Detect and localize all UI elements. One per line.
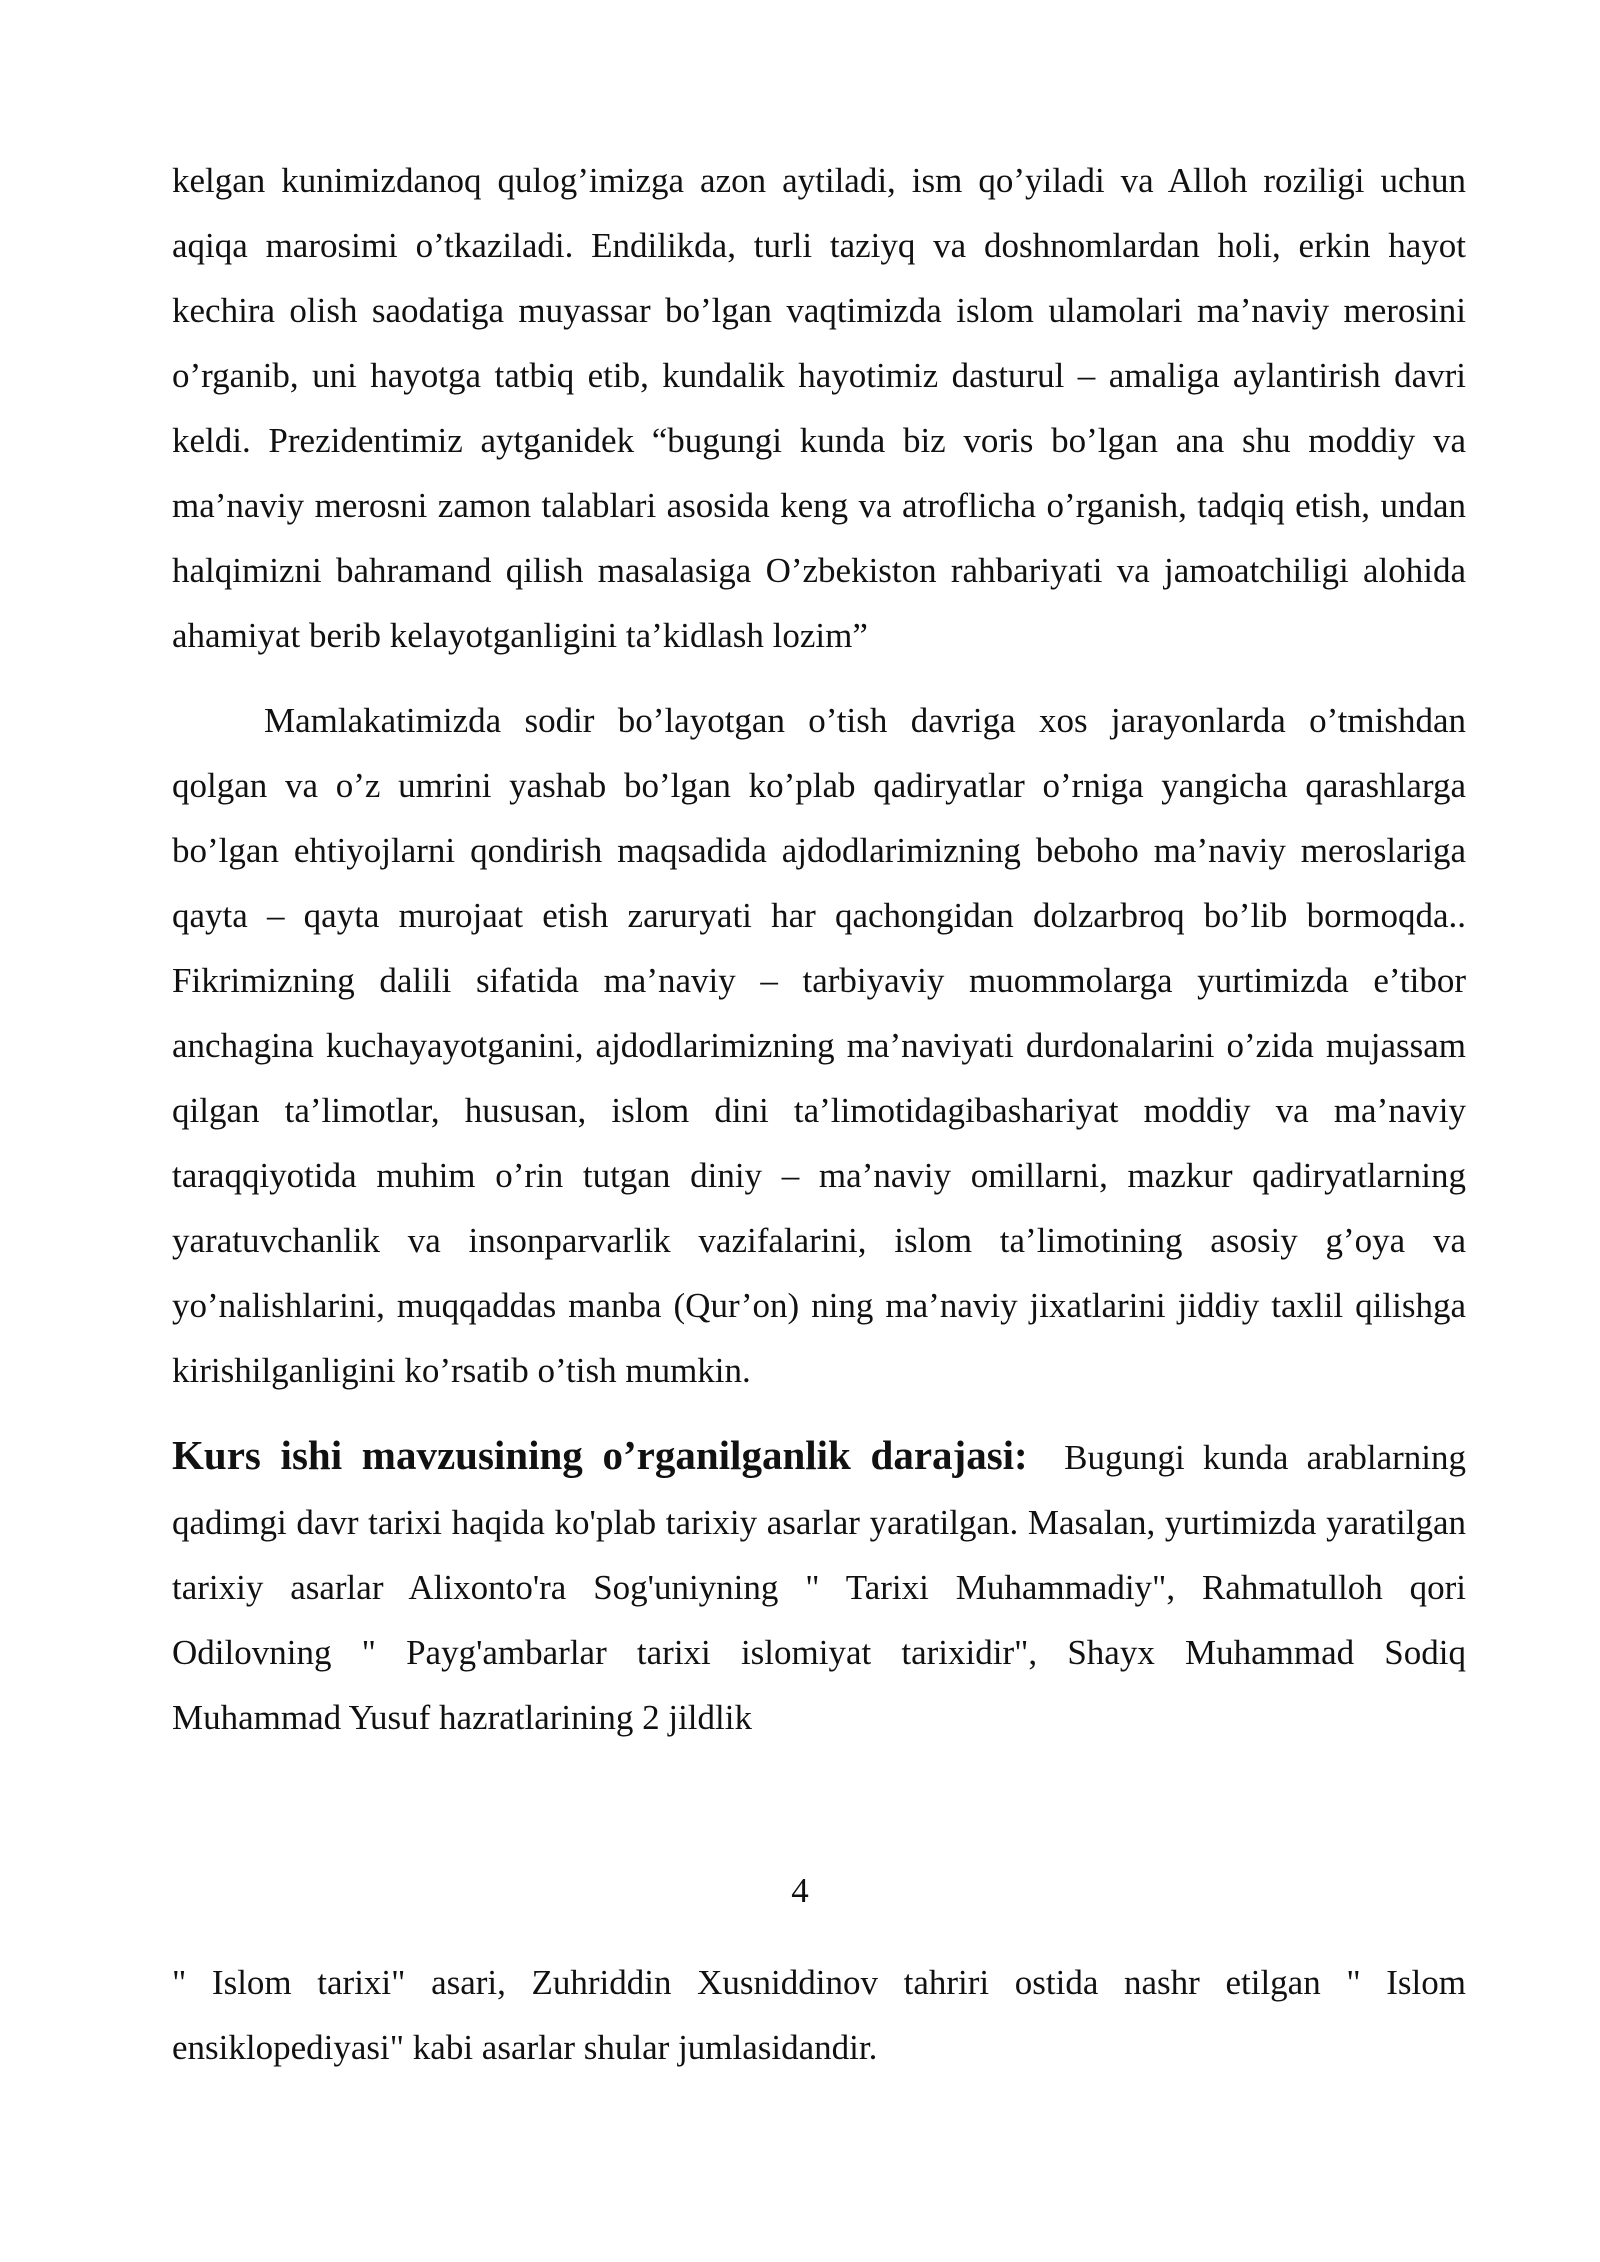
paragraph-1: kelgan kunimizdanoq qulog’imizga azon aytiladi, ism qo’yiladi va Alloh roziligi uchun aqiqa marosimi o’tkaziladi. Endilikda, turli taziyq va doshnomlardan holi, erkin hayot kechira olish saodatiga muyassar bo’lgan vaqtimizda islom ulamolari ma’naviy merosini o’rganib, uni hayotga tatbiq etib, kundalik hayotimiz dasturul – amaliga aylantirish davri keldi. Prezidentimiz aytganidek “bugungi kunda biz voris bo’lgan ana shu moddiy va ma’naviy merosni zamon talablari asosida keng va atroflicha o’rganish, tadqiq etish, undan halqimizni bahramand qilish masalasiga O’zbekiston rahbariyati va jamoatchiligi alohida ahamiyat berib kelayotganligini ta’kidlash lozim” — [172, 161, 1466, 655]
page-number: 4 — [791, 1871, 809, 1910]
section-text: Bugungi kunda arablarning qadimgi davr tarixi haqida ko'plab tarixiy asarlar yaratilgan. Masalan, yurtimizda yaratilgan tarixiy asarlar Alixonto'ra Sog'uniyning " Tarixi Muhammadiy", Rahmatulloh qori Odilovning " Payg'ambarlar tarixi islomiyat tarixidir", Shayx Muhammad Sodiq Muhammad Yusuf hazratlarining 2 jildlik — [172, 1438, 1467, 1737]
paragraph-2: Mamlakatimizda sodir bo’layotgan o’tish davriga xos jarayonlarda o’tmishdan qolgan va o’z umrini yashab bo’lgan ko’plab qadiryatlar o’rniga yangicha qarashlarga bo’lgan ehtiyojlarni qondirish maqsadida ajdodlarimizning beboho ma’naviy meroslariga qayta – qayta murojaat etish zaruryati har qachongidan dolzarbroq bo’lib bormoqda.. Fikrimizning dalili sifatida ma’naviy – tarbiyaviy muommolarga yurtimizda e’tibor anchagina kuchayayotganini, ajdodlarimizning ma’naviyati durdonalarini o’zida mujassam qilgan ta’limotlar, hususan, islom dini ta’limotidagibashariyat moddiy va ma’naviy taraqqiyotida muhim o’rin tutgan diniy – ma’naviy omillarni, mazkur qadiryatlarning yaratuvchanlik va insonparvarlik vazifalarini, islom ta’limotining asosiy g’oya va yo’nalishlarini, muqqaddas manba (Qur’on) ning ma’naviy jixatlarini jiddiy taxlil qilishga kirishilganligini ko’rsatib o’tish mumkin. — [172, 701, 1466, 1390]
continuation-paragraph: " Islom tarixi" asari, Zuhriddin Xusniddinov tahriri ostida nashr etilgan " Islom ensiklopediyasi" kabi asarlar shular jumlasidandir. — [172, 1963, 1466, 2067]
section-paragraph — [172, 1423, 1466, 1750]
section-heading: Kurs ishi mavzusining o’rganilganlik darajasi: — [172, 1432, 1028, 1478]
next-page-body — [172, 1950, 1466, 2080]
document-body — [172, 148, 1466, 1750]
